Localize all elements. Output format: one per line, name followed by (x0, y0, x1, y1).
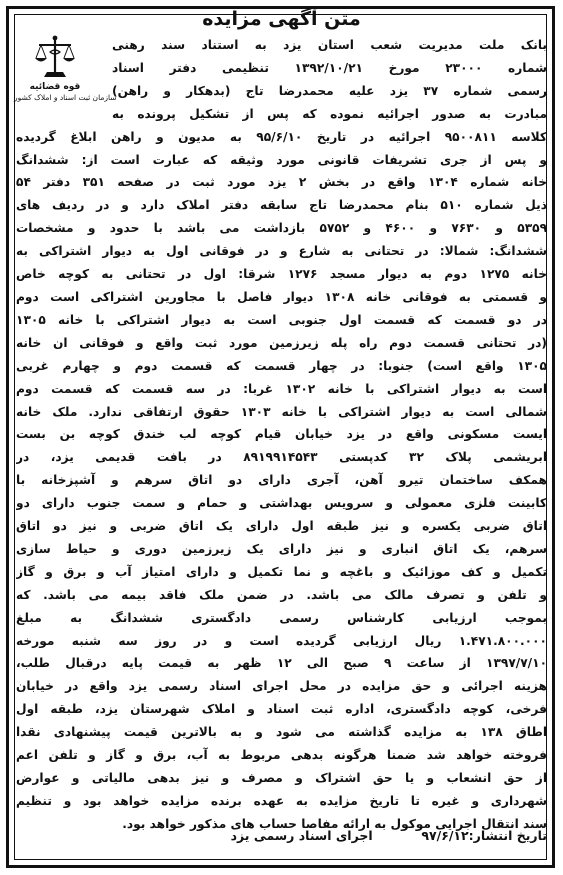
body-line: رسمی شماره ۳۷ یزد علیه محمدرضا تاج (بدهکار و راهن) (112, 83, 547, 98)
body-line: هزینه اجرائی و حق مزایده در محل اجرای اسناد رسمی یزد واقع در خیابان (16, 679, 547, 694)
notice-body (16, 34, 547, 836)
body-line: اتاق ضربی یکسره و نیز طبقه اول دارای یک اتاق ضربی و نیز دو اتاق (16, 519, 547, 534)
emblem-line-1: قوه قضائیه (29, 82, 81, 92)
body-line: همکف ساختمان تیرو آهن، آجری دارای دو اتاق سرهم و آشپزخانه با (16, 473, 547, 488)
body-line: بانک ملت مدیریت شعب استان یزد به استناد سند رهنی (112, 38, 547, 52)
body-line: فروخته خواهد شد ضمنا هرگونه بدهی مربوط به آب، برق و گاز و تلفن اعم (16, 748, 547, 763)
body-line: ایست مسکونی واقع در یزد خیابان قیام کوچه لب خندق کوچه بن بست (16, 427, 547, 442)
issuer-name: اجرای اسناد رسمی یزد (230, 828, 373, 843)
body-line: (در تحتانی قسمت دوم راه پله زیرزمین مورد ثبت واقع و فوقانی ان خانه (16, 335, 547, 350)
body-line: سند انتقال اجرایی موکول به ارائه مفاصا حساب های مذکور خواهد بود. (122, 816, 547, 831)
body-line: شمالی است به دیوار اشتراکی با خانه ۱۳۰۳ حقوق ارتفاقی ندارد. ملک خانه (16, 404, 547, 419)
body-line: و پس از جری تشریفات قانونی مورد وثیقه که عبارت است از: ششدانگ (16, 152, 547, 167)
body-line: ذیل شماره ۵۱۰ بنام محمدرضا تاج سابقه دفتر املاک دارد و در ردیف های (16, 198, 547, 213)
body-line: شهرداری و غیره تا تاریخ مزایده به عهده برنده مزایده خواهد بود و تنظیم (16, 793, 547, 808)
body-line: است به دیوار اشتراکی با خانه ۱۳۰۲ غربا: در سه قسمت که قسمت دوم (16, 381, 547, 396)
body-line: ۱۳۰۵ واقع است) جنوبا: در چهار قسمت که قسمت دوم و چهارم غربی (16, 358, 547, 373)
emblem-line-2: سازمان ثبت اسناد و املاک کشور (14, 93, 117, 102)
body-line: ابریشمی پلاک ۳۲ کدپستی ۸۹۱۹۹۱۴۵۴۳ در بافت قدیمی یزد، در (16, 450, 547, 465)
body-line: ۱.۴۷۱.۸۰۰.۰۰۰ ریال ارزیابی گردیده است و در روز سه شنبه مورخه (16, 633, 547, 648)
body-line: خانه شماره ۱۳۰۴ واقع در بخش ۲ یزد مورد ثبت در صفحه ۳۵۱ دفتر ۵۴ (16, 175, 547, 190)
body-line: ۱۳۹۷/۷/۱۰ از ساعت ۹ صبح الی ۱۲ ظهر به قیمت پایه درقبال طلب، (16, 656, 547, 671)
body-line: بموجب ارزیابی کارشناس رسمی دادگستری ششدانگ به مبلغ (16, 610, 547, 625)
body-line: و قسمتی به فوقانی خانه ۱۳۰۸ دیوار فاصل با مجاورین اشتراکی است دوم (16, 289, 547, 304)
body-line: فرخی، کوچه دادگستری، اداره ثبت اسناد و املاک شهرستان یزد، طبقه اول (16, 702, 547, 717)
body-line: از حق انشعاب و یا حق اشتراک و مصرف و نیز بدهی مالیاتی و عوارض (16, 771, 547, 785)
notice-footer (16, 828, 547, 843)
body-line: کابینت فلزی معمولی و سرویس بهداشتی و حمام و سمت جنوب دارای دو (16, 496, 547, 511)
body-line: ششدانگ: شمالا: در تحتانی به شارع و در فوقانی اول به دیوار اشتراکی به (16, 244, 547, 259)
body-line: سرهم، یک اتاق انباری و نیز دارای یک زیرزمین دوری و حیاط سازی (16, 541, 547, 556)
body-line: و تلفن و تصرف مالک می باشد. در ضمن ملک فاقد بیمه می باشد. که (16, 587, 547, 602)
body-line: کلاسه ۹۵۰۰۸۱۱ اجرائیه در تاریخ ۹۵/۶/۱۰ به مدیون و راهن ابلاغ گردیده (16, 129, 547, 144)
publish-date: تاریخ انتشار:۹۷/۶/۱۲ (421, 828, 547, 843)
body-line: در دو قسمت که قسمت اول جنوبی است به دیوار اشتراکی با خانه ۱۳۰۵ (16, 312, 547, 327)
body-line: اطاق ۱۳۸ به مزایده گذاشته می شود و به بالاترین قیمت پیشنهادی نقدا (16, 725, 547, 740)
notice-title: متن آگهی مزایده (202, 8, 361, 30)
body-line: مبادرت به صدور اجرائیه نموده که پس از تشکیل پرونده به (112, 106, 547, 121)
body-line: ۵۳۵۹ و ۷۶۳۰ و ۴۶۰۰ و ۵۷۵۲ بازداشت می باشد با حدود و مشخصات (16, 221, 547, 236)
body-line: تکمیل و کف موزائیک و باغچه و نما تکمیل و دارای امتیاز آب و برق و گاز (16, 564, 547, 579)
body-line: خانه ۱۲۷۵ دوم به دیوار مسجد ۱۲۷۶ شرقا: اول در تحتانی به کوچه خاص (16, 267, 547, 282)
body-line: شماره ۲۳۰۰۰ مورخ ۱۳۹۲/۱۰/۲۱ تنظیمی دفتر اسناد (112, 60, 547, 75)
